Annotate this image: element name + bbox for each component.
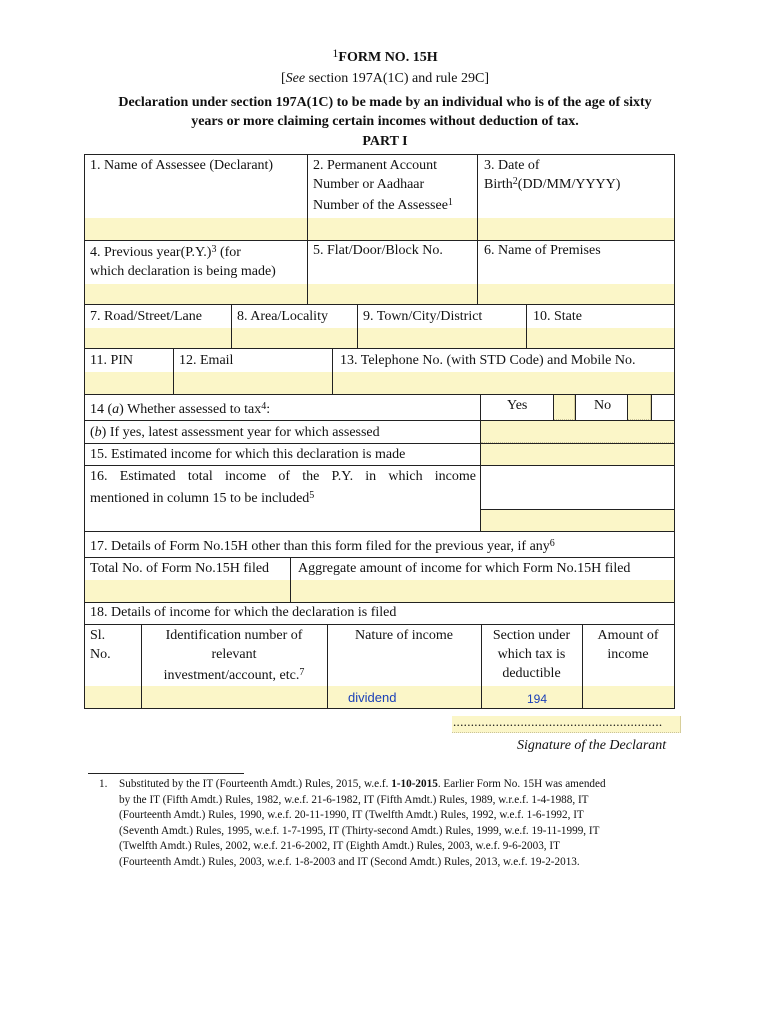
footnote-l6: (Fourteenth Amdt.) Rules, 2003, w.e.f. 1-8-2003 and IT (Second Amdt.) Rules, 2013, w.e.f. 19-2-2013. (119, 855, 580, 868)
field-14b-label (90, 423, 380, 442)
col-section-l1: Section under (492, 628, 571, 643)
col-identification-l3: investment/account, etc. (163, 668, 300, 683)
col-identification-l2: relevant (211, 647, 257, 662)
field-17-col1: Total No. of Form No.15H filed (90, 561, 270, 576)
footnote-l1-pre: Substituted by the IT (Fourteenth Amdt.) Rules, 2015, w.e.f. (119, 778, 392, 790)
table-grid-line (84, 154, 675, 155)
footnote-l4: (Seventh Amdt.) Rules, 1995, w.e.f. 1-7-1995, IT (Thirty-second Amdt.) Rules, 1999, w.e.f. 19-11-1999, IT (119, 824, 600, 837)
field-5-label: 5. Flat/Door/Block No. (313, 243, 443, 258)
nature-of-income-value[interactable]: dividend (348, 690, 397, 705)
table-grid-line (480, 394, 481, 531)
col-section-l2: which tax is (497, 647, 566, 662)
f14a-letter: a (112, 402, 120, 417)
total-income-input[interactable] (481, 509, 675, 532)
field-2-line3: Number of the Assessee (313, 198, 448, 213)
table-grid-line (477, 154, 478, 304)
declaration-line-1: Declaration under section 197A(1C) to be made by an individual who is of the age of sixty (118, 95, 652, 110)
field-3-birth: Birth (484, 177, 513, 192)
field-3-line1: 3. Date of (484, 158, 540, 173)
field-3-label (484, 156, 620, 194)
footnote-ref: 1 (332, 46, 339, 60)
field-11-label: 11. PIN (90, 353, 134, 368)
footnote-number: 1. (99, 778, 108, 790)
footnote-ref: 4 (261, 401, 267, 412)
see-bracket: [ (280, 71, 286, 86)
table-grid-line (332, 348, 333, 394)
no-label: No (594, 398, 612, 413)
footnote-ref: 2 (512, 176, 518, 187)
table-grid-line (84, 531, 675, 532)
field-2-line1: 2. Permanent Account (313, 158, 438, 173)
field-4-for: (for (216, 245, 241, 260)
field-7-label: 7. Road/Street/Lane (90, 309, 202, 324)
footnote-l3: (Fourteenth Amdt.) Rules, 1990, w.e.f. 20-11-1990, IT (Twelfth Amdt.) Rules, 1992, w.e.f. 1-6-1992, IT (119, 809, 584, 821)
f14b-text: ) If yes, latest assessment year for which assessed (101, 425, 380, 440)
table-grid-line (481, 509, 675, 510)
field-12-label: 12. Email (179, 353, 234, 368)
part-heading: PART I (362, 134, 408, 149)
table-grid-line (307, 154, 308, 304)
col-amount-l1: Amount of (597, 628, 659, 643)
table-grid-line (173, 348, 174, 394)
field-2-line2: Number or Aadhaar (313, 177, 425, 192)
signature-label: Signature of the Declarant (517, 738, 667, 753)
col-section-l3: deductible (502, 666, 561, 681)
yes-label: Yes (507, 398, 528, 413)
table-grid-line (84, 420, 675, 421)
field-15-label: 15. Estimated income for which this declaration is made (90, 447, 406, 462)
field-4-label (90, 243, 276, 281)
footnote-ref: 3 (211, 244, 217, 255)
row3-input[interactable] (84, 328, 675, 349)
field-8-label: 8. Area/Locality (237, 309, 328, 324)
footnote-l1-post: . Earlier Form No. 15H was amended (437, 778, 606, 790)
f14b-letter: b (94, 425, 102, 440)
footnote-l2: by the IT (Fifth Amdt.) Rules, 1982, w.e.f. 21-6-1982, IT (Fifth Amdt.) Rules, 1989, w.r.e.f. 1-4-1988, IT (119, 793, 589, 806)
field-16-line1: 16. Estimated total income of the P.Y. in which income (90, 469, 476, 484)
table-grid-line (231, 304, 232, 348)
f14a-colon: : (266, 402, 271, 417)
field-9-label: 9. Town/City/District (363, 309, 483, 324)
field-14a-label (90, 400, 270, 419)
no-checkbox[interactable] (628, 395, 651, 420)
table-grid-line (674, 154, 675, 709)
footnote-l1-date: 1-10-2015 (391, 778, 438, 790)
row1-input[interactable] (84, 218, 675, 241)
col-nature-of-income: Nature of income (355, 628, 453, 643)
table-grid-line (651, 394, 652, 420)
yes-checkbox[interactable] (554, 395, 575, 420)
table-grid-line (575, 394, 576, 420)
f14a-pre: 14 ( (90, 402, 113, 417)
see-rest: section 197A(1C) and rule 29C] (305, 71, 490, 86)
col-no: No. (90, 647, 111, 662)
col-sl-no (90, 626, 111, 664)
field-16-label (90, 467, 476, 508)
footnote-l5: (Twelfth Amdt.) Rules, 2002, w.e.f. 21-6-2002, IT (Eighth Amdt.) Rules, 2003, w.e.f. 9-6-2003, IT (119, 840, 560, 852)
declaration-line-2: years or more claiming certain incomes without deduction of tax. (191, 114, 579, 129)
col-amount (582, 626, 674, 664)
field-6-label: 6. Name of Premises (484, 243, 601, 258)
f14a-text: ) Whether assessed to tax (119, 402, 262, 417)
footnote-ref: 6 (549, 538, 555, 549)
footnote-text (119, 777, 679, 870)
col-identification (141, 626, 327, 685)
table-grid-line (84, 394, 675, 395)
col-sl: Sl. (90, 628, 106, 643)
field-13-label: 13. Telephone No. (with STD Code) and Mobile No. (340, 353, 636, 368)
row2-input[interactable] (84, 284, 675, 305)
table-grid-line (627, 394, 628, 420)
signature-dots: ........................................................... (453, 714, 663, 729)
section-value[interactable]: 194 (527, 692, 548, 706)
col-section (481, 626, 582, 683)
estimated-income-input[interactable] (481, 443, 675, 466)
field-16-line2: mentioned in column 15 to be included (90, 491, 310, 506)
f14b-pre: ( (90, 425, 95, 440)
footnote-ref: 5 (309, 490, 315, 501)
col-identification-l1: Identification number of (165, 628, 303, 643)
field-17-col2: Aggregate amount of income for which Form No.15H filed (298, 561, 631, 576)
table-grid-line (357, 304, 358, 348)
form15h-details-input[interactable] (84, 580, 675, 603)
field-10-label: 10. State (533, 309, 582, 324)
table-grid-line (526, 304, 527, 348)
col-amount-l2: income (607, 647, 649, 662)
table-grid-line (290, 557, 291, 602)
table-grid-line (84, 443, 675, 444)
field-17-text: 17. Details of Form No.15H other than this form filed for the previous year, if any (90, 539, 550, 554)
form-number: FORM NO. 15H (338, 50, 438, 65)
table-grid-line (553, 394, 554, 420)
footnote-separator (88, 773, 244, 774)
field-3-format: (DD/MM/YYYY) (517, 177, 621, 192)
form-title (0, 46, 770, 66)
footnote-ref: 1 (447, 197, 453, 208)
table-grid-line (84, 708, 675, 709)
table-grid-line (84, 624, 675, 625)
see-word: See (285, 71, 306, 86)
table-grid-line (84, 304, 675, 305)
field-17-label (90, 537, 555, 556)
footnote-ref: 7 (299, 667, 305, 678)
field-4-line1: 4. Previous year(P.Y.) (90, 245, 212, 260)
field-1-label: 1. Name of Assessee (Declarant) (90, 158, 274, 173)
assessment-year-input[interactable] (481, 420, 675, 443)
table-grid-line (84, 465, 675, 466)
field-18-label: 18. Details of income for which the declaration is filed (90, 605, 397, 620)
table-grid-line (84, 557, 675, 558)
field-2-label (313, 156, 453, 215)
field-4-line2: which declaration is being made) (90, 264, 276, 279)
see-reference (0, 71, 770, 87)
table-grid-line (84, 154, 85, 709)
